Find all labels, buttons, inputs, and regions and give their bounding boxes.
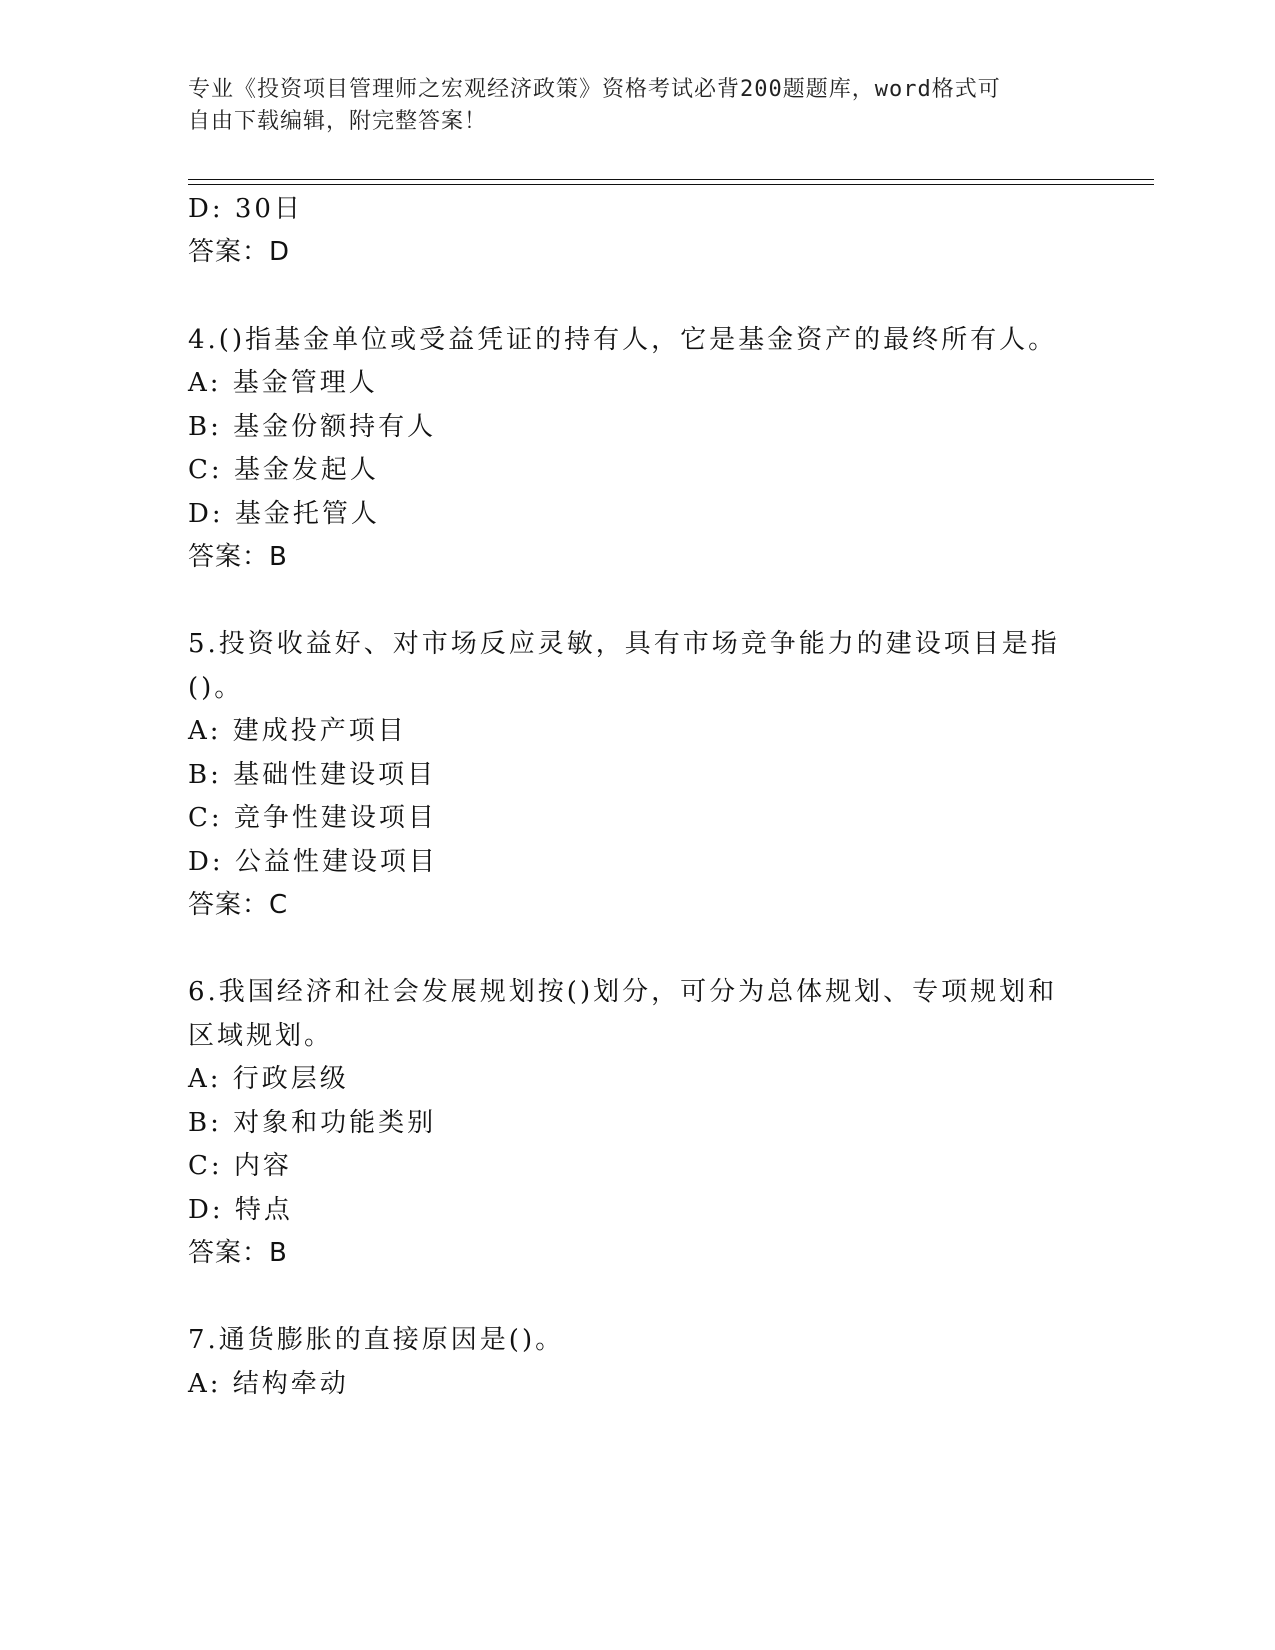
question-5-stem-line-2: ()。 bbox=[188, 673, 244, 703]
question-7-stem: 7.通货膨胀的直接原因是()。 bbox=[188, 1325, 565, 1355]
question-5-stem-line-1: 5.投资收益好、对市场反应灵敏，具有市场竞争能力的建设项目是指 bbox=[188, 629, 1060, 659]
question-4-option-b: B: 基金份额持有人 bbox=[188, 412, 437, 442]
header-divider-top bbox=[188, 179, 1154, 180]
question-4-option-a: A: 基金管理人 bbox=[188, 368, 378, 398]
question-6-stem-line-2: 区域规划。 bbox=[188, 1021, 334, 1051]
header-divider-bottom bbox=[188, 184, 1154, 185]
question-6-option-d: D: 特点 bbox=[188, 1195, 293, 1225]
question-5-option-c: C: 竞争性建设项目 bbox=[188, 803, 437, 833]
question-6-option-a: A: 行政层级 bbox=[188, 1064, 349, 1094]
question-5-option-a: A: 建成投产项目 bbox=[188, 716, 407, 746]
header-line-1: 专业《投资项目管理师之宏观经济政策》资格考试必背200题题库，word格式可 bbox=[188, 77, 1001, 102]
answer-text: 答案：D bbox=[188, 237, 291, 267]
header-line-2: 自由下载编辑，附完整答案！ bbox=[188, 109, 488, 134]
question-6-answer: 答案：B bbox=[188, 1238, 288, 1268]
question-7-option-a: A: 结构牵动 bbox=[188, 1369, 349, 1399]
option-d: D: 30日 bbox=[188, 194, 303, 224]
question-6-option-c: C: 内容 bbox=[188, 1151, 292, 1181]
question-5-option-d: D: 公益性建设项目 bbox=[188, 847, 438, 877]
question-4-answer: 答案：B bbox=[188, 542, 288, 572]
question-6-stem-line-1: 6.我国经济和社会发展规划按()划分，可分为总体规划、专项规划和 bbox=[188, 977, 1058, 1007]
question-4-option-c: C: 基金发起人 bbox=[188, 455, 379, 485]
question-4-option-d: D: 基金托管人 bbox=[188, 499, 380, 529]
question-5-answer: 答案：C bbox=[188, 890, 289, 920]
question-4-stem: 4.()指基金单位或受益凭证的持有人，它是基金资产的最终所有人。 bbox=[188, 325, 1058, 355]
page-header bbox=[188, 74, 1068, 138]
question-6-option-b: B: 对象和功能类别 bbox=[188, 1108, 437, 1138]
question-5-option-b: B: 基础性建设项目 bbox=[188, 760, 437, 790]
